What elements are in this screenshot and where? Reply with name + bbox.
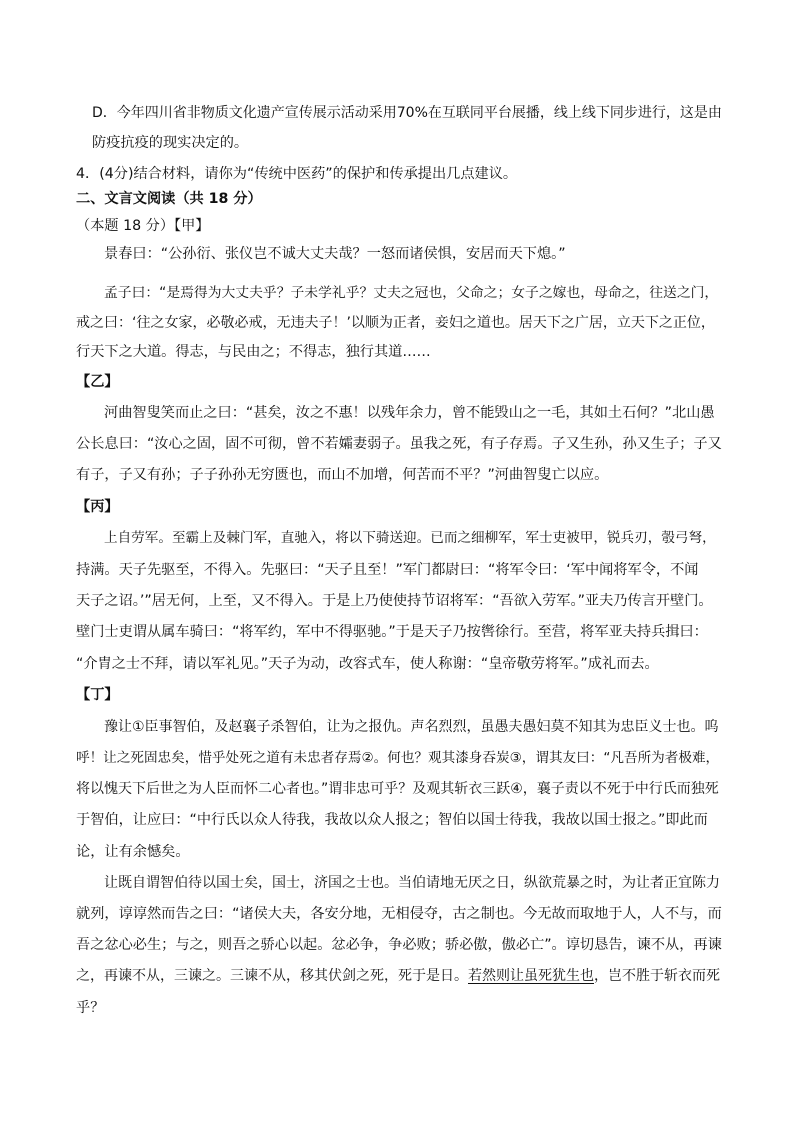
- yi-line-3: 有子，子又有孙；子子孙孙无穷匮也，而山不加增，何苦而不平？”河曲智叟亡以应。: [76, 467, 609, 483]
- option-d-line-1: D．今年四川省非物质文化遗产宣传展示活动采用70%在互联同平台展播，线上线下同步进行，这是由: [92, 105, 722, 121]
- ding-paragraph-2-line-3: 吾之忿心必生；与之，则吾之骄心以起。忿必争，争必败；骄必傲，傲必亡”。谆切恳告，谏不从，再谏: [76, 937, 722, 953]
- jia-paragraph-2-line-2: 戒之曰：‘往之女家，必敬必戒，无违夫子！’以顺为正者，妾妇之道也。居天下之广居，立天下之正位，: [76, 315, 715, 331]
- section-2-title: 二、文言文阅读（共 18 分）: [76, 191, 262, 207]
- bing-line-2: 持满。天子先驱至，不得入。先驱曰：“天子且至！”军门都尉曰：“将军令曰：‘军中闻将军令，不闻: [76, 562, 699, 578]
- ding-paragraph-1-line-1: 豫让①臣事智伯，及赵襄子杀智伯，让为之报仇。声名烈烈，虽愚夫愚妇莫不知其为忠臣义士也。呜: [104, 719, 719, 735]
- ding-paragraph-2-line-4: [76, 966, 720, 986]
- question-4: 4．(4分)结合材料，请你为“传统中医药”的保护和传承提出几点建议。: [76, 166, 518, 182]
- ding-heading: 【丁】: [76, 687, 119, 703]
- underlined-sentence: 若然则让虽死犹生也: [468, 968, 594, 984]
- bing-line-4: 壁门士吏谓从属车骑曰：“将军约，军中不得驱驰。”于是天子乃按辔徐行。至营，将军亚夫持兵揖曰：: [76, 624, 708, 640]
- bing-line-5: “介胄之士不拜，请以军礼见。”天子为动，改容式车，使人称谢：“皇帝敬劳将军。”成礼而去。: [76, 656, 659, 672]
- ding-paragraph-1-line-3: 将以愧天下后世之为人臣而怀二心者也。”谓非忠可乎？及观其斩衣三跃④，襄子责以不死于中行氏而独死: [76, 781, 719, 797]
- ding-paragraph-1-line-2: 呼！让之死固忠矣，惜乎处死之道有未忠者存焉②。何也？观其漆身吞炭③，谓其友曰：“凡吾所为者极难，: [76, 750, 720, 766]
- ding-paragraph-1-line-5: 论，让有余憾矣。: [76, 844, 190, 860]
- yi-line-2: 公长息曰：“汝心之固，固不可彻，曾不若孀妻弱子。虽我之死，有子存焉。子又生孙，孙又生子；子又: [76, 436, 722, 452]
- jia-paragraph-1: 景春曰：“公孙衍、张仪岂不诚大丈夫哉？一怒而诸侯惧，安居而天下熄。”: [104, 246, 566, 262]
- ding-paragraph-1-line-4: 于智伯，让应曰：“中行氏以众人待我，我故以众人报之；智伯以国士待我，我故以国士报之。”即此而: [76, 812, 708, 828]
- yi-line-1: 河曲智叟笑而止之曰：“甚矣，汝之不惠！以残年余力，曾不能毁山之一毛，其如土石何？”北山愚: [104, 405, 715, 421]
- ding-paragraph-2-line-5: 乎？: [76, 1000, 105, 1016]
- bing-heading: 【丙】: [76, 499, 119, 515]
- ding-paragraph-2-line-4-start: 之，再谏不从，三谏之。三谏不从，移其伏剑之死，死于是日。: [76, 968, 468, 984]
- ding-paragraph-2-line-1: 让既自谓智伯待以国士矣，国士，济国之士也。当伯请地无厌之日，纵欲荒暴之时，为让者正宜陈力: [104, 875, 720, 891]
- ding-paragraph-2-line-2: 就列，谆谆然而告之曰：“诸侯大夫，各安分地，无相侵夺，古之制也。今无故而取地于人，人不与，而: [76, 906, 722, 922]
- section-2-intro: （本题 18 分）【甲】: [76, 218, 210, 234]
- jia-paragraph-2-line-3: 行天下之大道。得志，与民由之；不得志，独行其道……: [76, 344, 431, 360]
- bing-line-1: 上自劳军。至霸上及棘门军，直驰入，将以下骑送迎。已而之细柳军，军士吏被甲，锐兵刃，彀弓弩，: [104, 530, 716, 546]
- yi-heading: 【乙】: [76, 374, 119, 390]
- bing-line-3: 天子之诏。’”居无何，上至，又不得入。于是上乃使使持节诏将军：“吾欲入劳军。”亚夫乃传言开壁门。: [76, 593, 713, 609]
- ding-paragraph-2-line-4-end: ，岂不胜于斩衣而死: [594, 968, 720, 984]
- option-d-line-2: 防疫抗疫的现实决定的。: [92, 135, 249, 151]
- jia-paragraph-2-line-1: 孟子曰：“是焉得为大丈夫乎？子未学礼乎？丈夫之冠也，父命之；女子之嫁也，母命之，往送之门，: [104, 285, 719, 301]
